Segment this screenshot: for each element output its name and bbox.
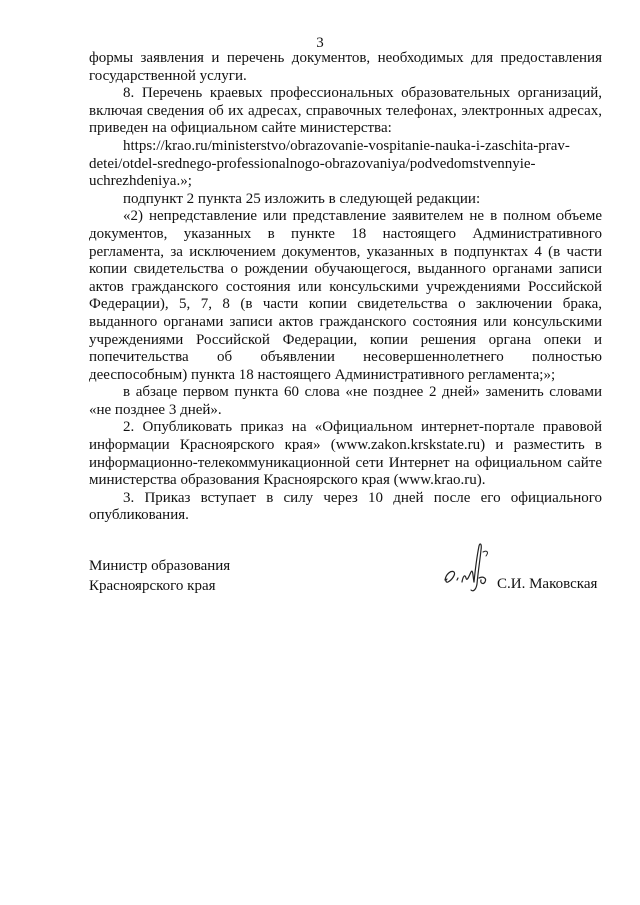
signatory-title-line2: Красноярского края [89, 578, 216, 594]
paragraph-subitem-2-text: «2) непредставление или представление заявителем не в полном объеме документов, указанных в пункте 18 настоящего Административного регламента, за исключением документов, указанных в подпунктах 4 (в части копии свидетельства о рождении обучающегося, выданного органами записи актов гражданского состояния или консульскими учреждениями Российской Федерации), 5, 7, 8 (в части копии свидетельства о заключении брака, выданного органами записи актов гражданского состояния или консульскими учреждениями Российской Федерации, копии решения органа опеки и попечительства об объявлении несовершеннолетнего полностью дееспособным) пункта 18 настоящего Административного регламента;»; [89, 208, 602, 383]
signatory-title [89, 556, 230, 596]
paragraph-item-8: 8. Перечень краевых профессиональных образовательных организаций, включая сведения об их адресах, справочных телефонах, электронных адресах, приведен на официальном сайте министерства: [89, 85, 602, 137]
page-number: 3 [316, 35, 324, 51]
document-body [89, 50, 602, 525]
signatory-name: С.И. Маковская [497, 576, 598, 592]
handwritten-signature [443, 538, 499, 594]
paragraph-effective-date: 3. Приказ вступает в силу через 10 дней после его официального опубликования. [89, 489, 602, 524]
signatory-title-line1: Министр образования [89, 558, 231, 574]
paragraph-publish-order: 2. Опубликовать приказ на «Официальном интернет-портале правовой информации Красноярского края» (www.zakon.krskstate.ru) и разместить в информационно-телекоммуникационной сети Интернет на официальном сайте министерства образования Красноярского края (www.krao.ru). [89, 419, 602, 489]
paragraph-item-60: в абзаце первом пункта 60 слова «не позднее 2 дней» заменить словами «не позднее 3 дней». [89, 384, 602, 418]
paragraph-form-docs: формы заявления и перечень документов, необходимых для предоставления государственной услуги. [89, 50, 602, 84]
paragraph-ministry-url: https://krao.ru/ministerstvo/obrazovanie-vospitanie-nauka-i-zaschita-prav-detei/otdel-srednego-professionalnogo-obrazovaniya/podvedomstvennyie-uchrezhdeniya.»; [89, 137, 570, 190]
paragraph-subitem-25: подпункт 2 пункта 25 изложить в следующей редакции: [123, 190, 481, 207]
